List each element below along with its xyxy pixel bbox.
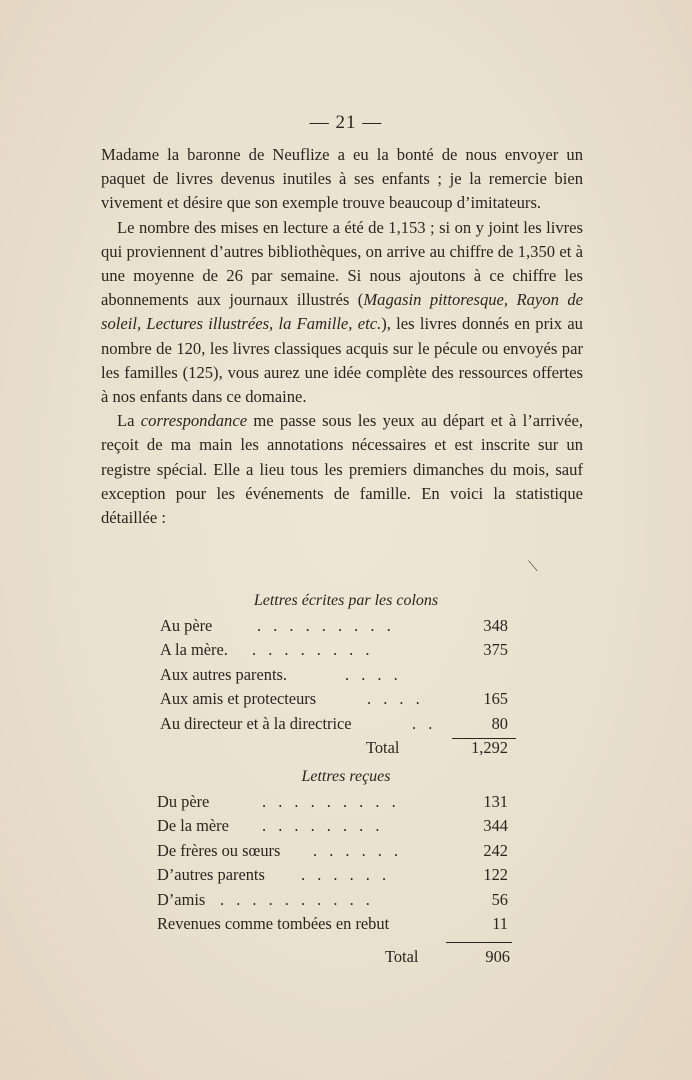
letters-received-row-value: 131 [483,792,508,811]
letters-sent-row [0,689,692,711]
letters-received-row-dots: . . . . . . . . . . [220,889,374,909]
letters-sent-row [0,714,692,736]
letters-received-row-dots: . . . . . . [313,840,403,860]
letters-received-row [0,865,692,887]
letters-received-row-value: 56 [491,889,508,909]
letters-sent-row-value: 80 [491,713,508,733]
letters-sent-row-value: 165 [483,689,508,709]
letters-sent-row [0,640,692,662]
letters-received-row [0,890,692,912]
letters-received-row-dots: . . . . . . . . [262,816,384,836]
sent-total-label: Total [366,738,400,757]
stray-mark: ⟍ [528,560,538,575]
letters-received-row [0,792,692,814]
letters-received-row [0,841,692,863]
body-text [101,143,583,530]
letters-received-row-value: 242 [483,840,508,860]
letters-received-row-label: D’autres parents [157,865,265,885]
italic-phrase: correspondance [140,411,248,431]
page-number: — 21 — [309,112,383,133]
letters-sent-row [0,616,692,638]
letters-received-row-value: 122 [483,865,508,885]
received-total-rule [446,942,512,943]
paragraph-1: Madame la baronne de Neuflize a eu la bonté de nous envoyer un paquet de livres devenus inutiles à ses enfants ; je la remercie bien vivement et désire que son exemple trouve beaucoup d’imitateurs. [101,145,583,213]
letters-received-row-label: De frères ou sœurs [157,840,281,860]
letters-sent-row-value: 348 [483,616,508,635]
letters-received-row-label: D’amis [157,889,206,909]
letters-sent-row-label: Au directeur et à la directrice [160,713,352,733]
letters-sent-row-dots: . . . . [367,689,424,709]
letters-sent-row-label: Au père [160,616,213,635]
letters-received-row-dots: . . . . . . . . . [262,792,400,811]
letters-sent-row-dots: . . [412,713,437,733]
letters-received-row [0,914,692,936]
letters-sent-title: Lettres écrites par les colons [253,592,439,609]
letters-sent-row-dots: . . . . . . . . . [257,616,395,635]
letters-received-row-label: Revenues comme tombées en rebut [157,914,390,933]
letters-sent-row-dots: . . . . . . . . [252,640,374,660]
letters-sent-row-dots: . . . . [345,664,402,684]
letters-received-row-value: 344 [483,816,508,836]
letters-sent-row-label: Aux autres parents. [160,664,287,684]
letters-received-row-dots: . . . . . . [301,865,391,885]
received-total-label: Total [385,947,419,966]
letters-sent-row [0,665,692,687]
letters-sent-row-label: Aux amis et protecteurs [160,689,317,709]
sent-total-value: 1,292 [471,738,508,757]
letters-sent-row-label: A la mère. [160,640,228,660]
letters-sent-row-value: 375 [483,640,508,660]
received-total-value: 906 [485,947,510,966]
letters-received-row [0,816,692,838]
paragraph-3: La correspondance me passe sous les yeux au départ et à l’arrivée, reçoit de ma main les annotations nécessaires et est inscrite sur un registre spécial. Elle a lieu tous les premiers dimanches du mois, sauf exception pour les événements de famille. En voici la statistique détaillée : [101,411,583,528]
paragraph-2: Le nombre des mises en lecture a été de 1,153 ; si on y joint les livres qui proviennent d’autres bibliothèques, on arrive au chiffre de 1,350 et à une moyenne de 26 par semaine. Si nous ajoutons à ce chiffre les abonnements aux journaux illustrés (Magasin pittoresque, Rayon de soleil, Lectures illustrées, la Famille, etc.), les livres donnés en prix au nombre de 120, les livres classiques acquis sur le pécule ou envoyés par les familles (125), vous aurez une idée complète des ressources offertes à nos enfants dans ce domaine. [101,217,583,407]
letters-received-row-label: De la mère [157,816,229,836]
letters-received-title: Lettres reçues [301,768,391,785]
letters-received-row-value: 11 [492,914,508,933]
italic-phrase: Magasin pittoresque, Rayon de soleil, Lectures illustrées, la Famille, etc. [101,290,583,334]
letters-received-row-label: Du père [157,792,210,811]
